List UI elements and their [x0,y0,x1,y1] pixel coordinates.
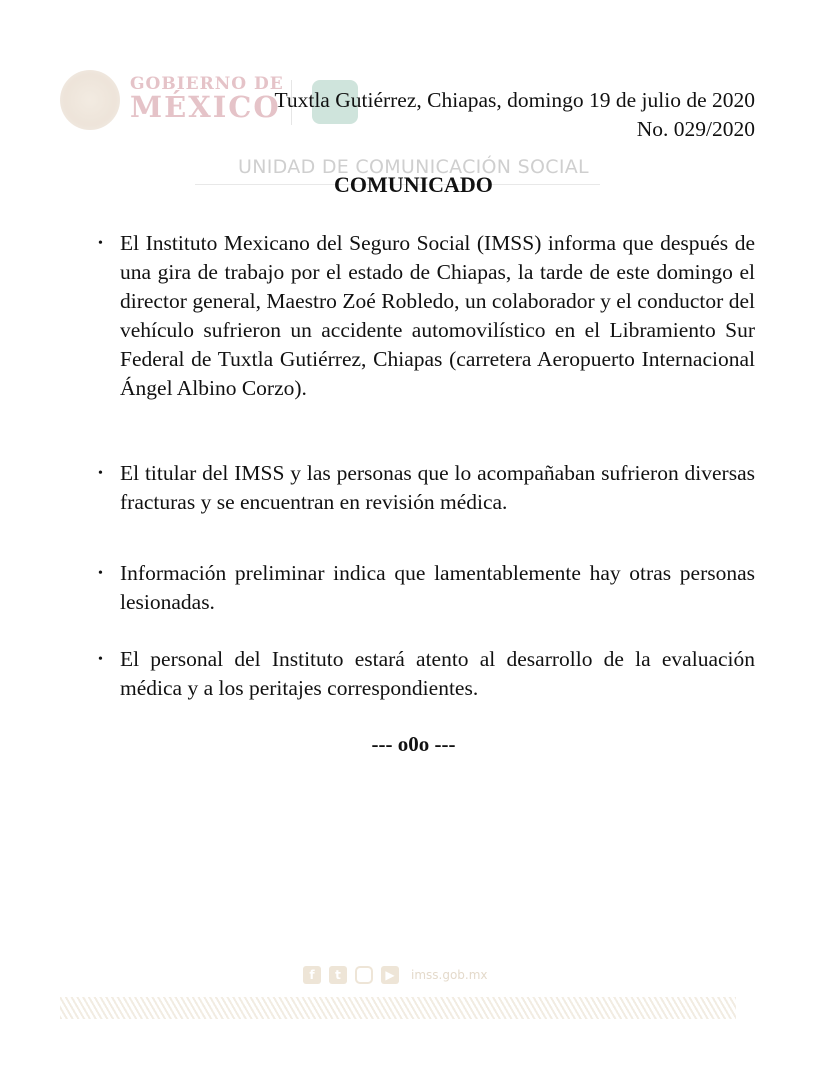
instagram-icon[interactable] [355,966,373,984]
paragraph-2 [98,459,755,517]
unit-name: UNIDAD DE COMUNICACIÓN SOCIAL [238,156,589,178]
paragraph-1 [98,229,755,403]
logo-line-1: GOBIERNO DE [130,74,284,94]
bullet: • [98,236,103,251]
bullet: • [98,466,103,481]
footer-social [303,966,488,984]
place-date: Tuxtla Gutiérrez, Chiapas, domingo 19 de julio de 2020 [274,88,755,112]
closing-mark: --- o0o --- [371,732,456,756]
facebook-icon[interactable]: f [303,966,321,984]
gobierno-de-mexico-logo [130,76,284,122]
page-title: COMUNICADO [334,172,493,197]
bullet: • [98,652,103,667]
dateline [274,86,755,144]
paragraph-4 [98,645,755,703]
mexico-seal-logo [60,70,120,130]
bullet: • [98,566,103,581]
decorative-pattern [60,997,736,1019]
paragraph-text: El personal del Instituto estará atento al desarrollo de la evaluación médica y a los peritajes correspondientes. [120,647,755,700]
twitter-icon[interactable]: t [329,966,347,984]
logo-line-2: MÉXICO [130,90,281,124]
website-link[interactable]: imss.gob.mx [411,968,488,982]
communique-number: No. 029/2020 [636,117,755,141]
paragraph-text: El titular del IMSS y las personas que lo acompañaban sufrieron diversas fracturas y se encuentran en revisión médica. [120,461,755,514]
paragraph-text: El Instituto Mexicano del Seguro Social (IMSS) informa que después de una gira de trabajo por el estado de Chiapas, la tarde de este domingo el director general, Maestro Zoé Robledo, un colaborador y el conductor del vehículo sufrieron un accidente automovilístico en el Libramiento Sur Federal de Tuxtla Gutiérrez, Chiapas (carretera Aeropuerto Internacional Ángel Albino Corzo). [120,231,755,400]
paragraph-3 [98,559,755,617]
youtube-icon[interactable]: ▶ [381,966,399,984]
paragraph-text: Información preliminar indica que lamentablemente hay otras personas lesionadas. [120,561,755,614]
